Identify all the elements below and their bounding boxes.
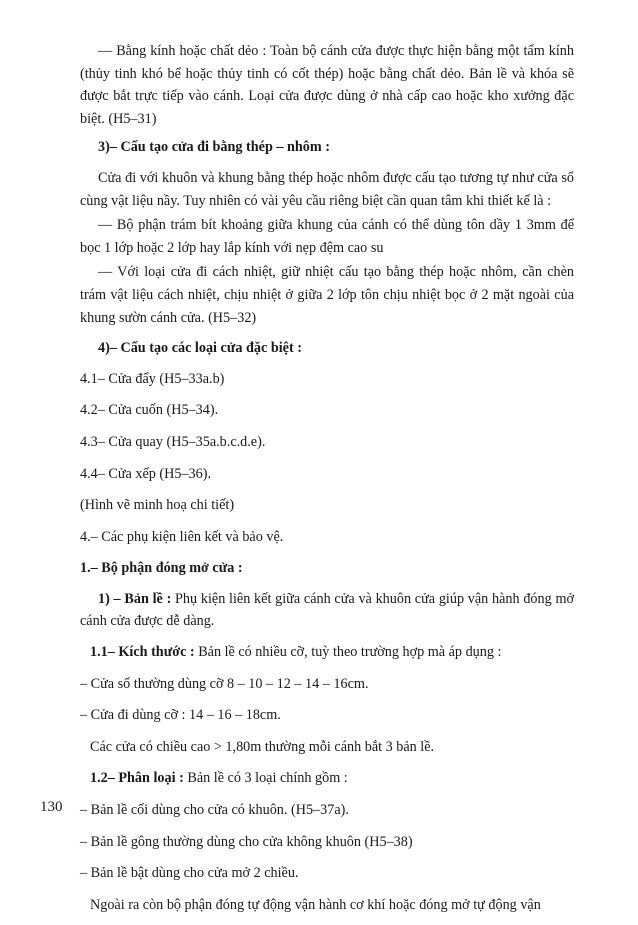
paragraph-steel-frame-intro: Cửa đi với khuôn và khung bằng thép hoặc nhôm được cấu tạo tương tự như cửa sổ cùng vật liệu nầy. Tuy nhiên có vài yêu cầu riêng biệt cần quan tâm khi thiết kế là :: [80, 169, 574, 209]
list-item-hinge-coi: – Bản lề cối dùng cho cửa có khuôn. (H5–37a).: [80, 802, 349, 819]
accessories-line: 4.– Các phụ kiện liên kết và bảo vệ.: [80, 528, 284, 545]
list-item-folding-door: 4.4– Cửa xếp (H5–36).: [80, 465, 212, 482]
heading-opening-closing-parts: 1.– Bộ phận đóng mở cửa :: [80, 560, 243, 577]
heading-steel-aluminum-door: 3)– Cấu tạo cửa đi bằng thép – nhôm :: [98, 139, 330, 156]
page-number: 130: [40, 799, 63, 815]
paragraph-automatic-closing: Ngoài ra còn bộ phận đóng tự động vận hành cơ khí hoặc đóng mở tự động vận: [90, 896, 541, 913]
paragraph-sealing-part: — Bộ phận trám bít khoảng giữa khung của cánh có thể dùng tôn dầy 1 3mm để bọc 1 lớp hoặc 2 lớp hay lắp kính với nẹp đệm cao su: [80, 217, 574, 256]
hinge-text: Phụ kiện liên kết giữa cánh cửa và khuôn cửa giúp vận hành đóng mở cánh cửa được dễ dàng.: [80, 590, 574, 630]
paragraph-insulated-door: — Với loại cửa đi cách nhiệt, giữ nhiệt cấu tạo bằng thép hoặc nhôm, cần chèn trám vật liệu cách nhiệt, chịu nhiệt ở giữa 2 lớp tôn chịu nhiệt bọc ở 2 mặt ngoài của khung sườn cánh cửa. (H5–32): [80, 264, 574, 326]
paragraph-hinge-types: [80, 767, 574, 790]
hinge-types-text: Bản lề có 3 loại chính gồm :: [183, 770, 348, 787]
list-item-sliding-door: 4.1– Cửa đẩy (H5–33a.b): [80, 370, 225, 387]
hinge-types-lead: 1.2– Phân loại :: [90, 770, 184, 787]
paragraph-glass-plastic-door: — Bằng kính hoặc chất dẻo : Toàn bộ cánh cửa được thực hiện bằng một tấm kính (thủy tinh khó bể hoặc thủy tinh có cốt thép) hoặc bằng chất dẻo. Bản lề và khóa sẽ được bắt trực tiếp vào cánh. Loại cửa được dùng ở nhà cấp cao hoặc kho xưởng đặc biệt. (H5–31): [80, 43, 574, 127]
paragraph-hinge-size: [80, 641, 574, 664]
paragraph-hinge: [80, 588, 574, 633]
list-item-hinge-bat: – Bản lề bật dùng cho cửa mở 2 chiều.: [80, 865, 299, 882]
list-item-rolling-door: 4.2– Cửa cuốn (H5–34).: [80, 402, 219, 419]
list-item-door-sizes: – Cửa đi dùng cỡ : 14 – 16 – 18cm.: [80, 707, 281, 724]
hinge-lead: 1) – Bản lề :: [98, 590, 172, 607]
hinge-size-text: Bản lề có nhiều cỡ, tuỳ theo trường hợp mà áp dụng :: [194, 644, 502, 661]
paragraph-tall-doors: Các cửa có chiều cao > 1,80m thường mỗi cánh bắt 3 bản lề.: [90, 738, 435, 755]
list-item-revolving-door: 4.3– Cửa quay (H5–35a.b.c.d.e).: [80, 433, 266, 450]
list-item-hinge-gong: – Bản lề gông thường dùng cho cửa không khuôn (H5–38): [80, 833, 413, 850]
list-item-window-sizes: – Cửa sổ thường dùng cỡ 8 – 10 – 12 – 14 – 16cm.: [80, 675, 369, 692]
page-body: [80, 40, 574, 925]
illustration-note: (Hình vẽ minh hoạ chi tiết): [80, 497, 235, 514]
heading-special-doors: 4)– Cấu tạo các loại cửa đặc biệt :: [98, 340, 302, 357]
hinge-size-lead: 1.1– Kích thước :: [90, 644, 195, 661]
